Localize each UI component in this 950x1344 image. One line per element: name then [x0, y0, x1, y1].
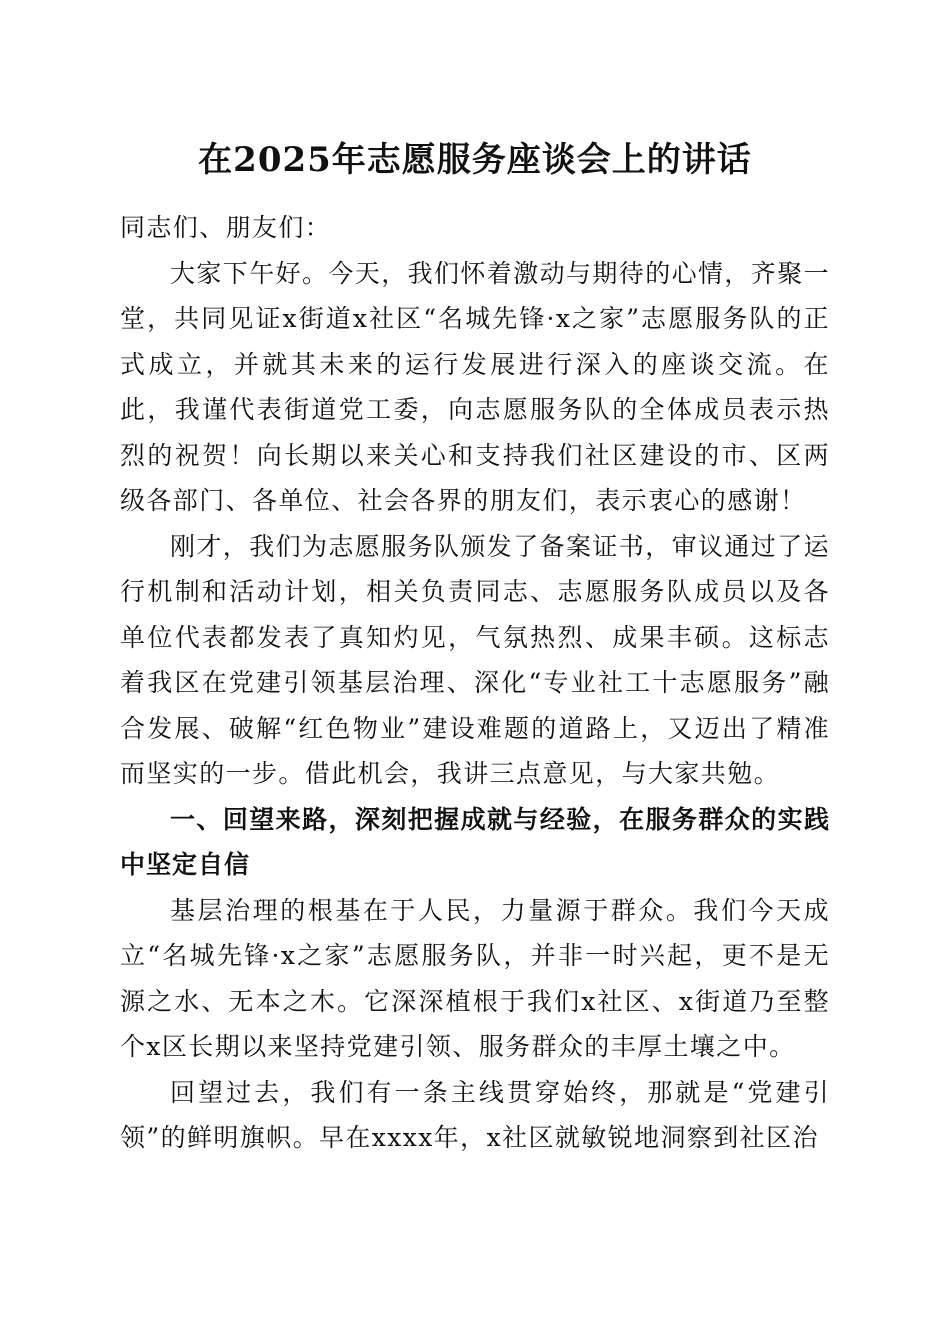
paragraph: 刚才，我们为志愿服务队颁发了备案证书，审议通过了运行机制和活动计划，相关负责同志、志愿服务队成员以及各单位代表都发表了真知灼见，气氛热烈、成果丰硕。这标志着我区在党建引领基层治理、深化“专业社工十志愿服务”融合发展、破解“红色物业”建设难题的道路上，又迈出了精准而坚实的一步。借此机会，我讲三点意见，与大家共勉。	[120, 531, 831, 788]
paragraph: 回望过去，我们有一条主线贯穿始终，那就是“党建引领”的鲜明旗帜。早在xxxx年，x社区就敏锐地洞察到社区治	[120, 1077, 830, 1152]
page-title: 在2025年志愿服务座谈会上的讲话	[198, 140, 752, 180]
paragraph: 基层治理的根基在于人民，力量源于群众。我们今天成立“名城先锋·x之家”志愿服务队，并非一时兴起，更不是无源之水、无本之木。它深深植根于我们x社区、x街道乃至整个x区长期以来坚持党建引领、服务群众的丰厚土壤之中。	[120, 895, 830, 1061]
document-body	[120, 205, 830, 1161]
paragraph: 大家下午好。今天，我们怀着激动与期待的心情，齐聚一堂，共同见证x街道x社区“名城先锋·x之家”志愿服务队的正式成立，并就其未来的运行发展进行深入的座谈交流。在此，我谨代表街道党工委，向志愿服务队的全体成员表示热烈的祝贺！向长期以来关心和支持我们社区建设的市、区两级各部门、各单位、社会各界的朋友们，表示衷心的感谢！	[120, 258, 831, 515]
section-heading: 一、回望来路，深刻把握成就与经验，在服务群众的实践中坚定自信	[120, 804, 830, 879]
salutation: 同志们、朋友们：	[120, 213, 332, 242]
